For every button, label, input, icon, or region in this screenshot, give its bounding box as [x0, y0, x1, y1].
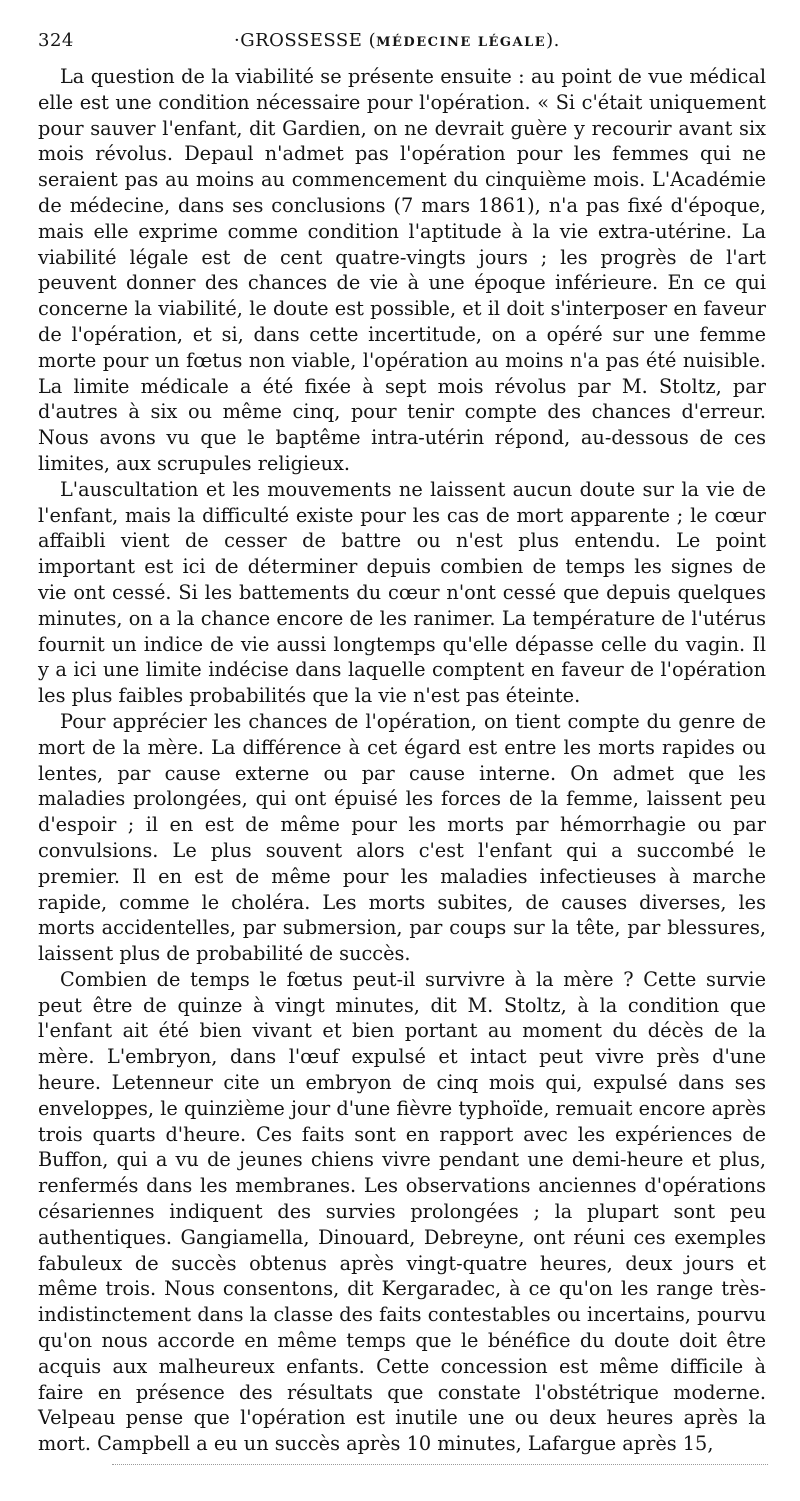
- running-title-prefix: ·GROSSESSE (: [234, 30, 377, 51]
- paragraph-viabilite: La question de la viabilité se présente ensuite : au point de vue médical elle est une condition nécessaire pour l'opération. « Si c'était uniquement pour sauver l'enfant, dit Gardien, on ne devrait guère y recourir avant six mois révolus. Depaul n'admet pas l'opération pour les femmes qui ne seraient pas au moins au commencement du cinquième mois. L'Académie de médecine, dans ses conclusions (7 mars 1861), n'a pas fixé d'époque, mais elle exprime comme condition l'aptitude à la vie extra-utérine. La viabilité légale est de cent quatre-vingts jours ; les progrès de l'art peuvent donner des chances de vie à une époque inférieure. En ce qui concerne la viabilité, le doute est possible, et il doit s'interposer en faveur de l'opération, et si, dans cette incertitude, on a opéré sur une femme morte pour un fœtus non viable, l'opération au moins n'a pas été nuisible. La limite médicale a été fixée à sept mois révolus par M. Stoltz, par d'autres à six ou même cinq, pour tenir compte des chances d'erreur. Nous avons vu que le baptême intra-utérin répond, au-dessous de ces limites, aux scrupules religieux.: [38, 65, 766, 475]
- body-text: [38, 64, 766, 1457]
- paragraph-genre-de-mort: Pour apprécier les chances de l'opération, on tient compte du genre de mort de la mère. La différence à cet égard est entre les morts rapides ou lentes, par cause externe ou par cause interne. On admet que les maladies prolongées, qui ont épuisé les forces de la femme, laissent peu d'espoir ; il en est de même pour les morts par hémorrhagie ou par convulsions. Le plus souvent alors c'est l'enfant qui a succombé le premier. Il en est de même pour les maladies infectieuses à marche rapide, comme le choléra. Les morts subites, de causes diverses, les morts accidentelles, par submersion, par coups sur la tête, par blessures, laissent plus de probabilité de succès.: [38, 709, 766, 966]
- running-title-suffix: ).: [546, 30, 560, 51]
- running-head: [38, 30, 766, 56]
- bleed-through-rule: [112, 1464, 768, 1465]
- running-title-smallcaps: MÉDECINE LÉGALE: [376, 35, 547, 50]
- paragraph-survie-foetus: Combien de temps le fœtus peut-il survivre à la mère ? Cette survie peut être de quinze à vingt minutes, dit M. Stoltz, à la condition que l'enfant ait été bien vivant et bien portant au moment du décès de la mère. L'embryon, dans l'œuf expulsé et intact peut vivre près d'une heure. Letenneur cite un embryon de cinq mois qui, expulsé dans ses enveloppes, le quinzième jour d'une fièvre typhoïde, remuait encore après trois quarts d'heure. Ces faits sont en rapport avec les expériences de Buffon, qui a vu de jeunes chiens vivre pendant une demi-heure et plus, renfermés dans les membranes. Les observations anciennes d'opérations césariennes indiquent des survies prolongées ; la plupart sont peu authentiques. Gangiamella, Dinouard, Debreyne, ont réuni ces exemples fabuleux de succès obtenus après vingt-quatre heures, deux jours et même trois. Nous consentons, dit Kergaradec, à ce qu'on les range très-indistinctement dans la classe des faits contestables ou incertains, pourvu qu'on nous accorde en même temps que le bénéfice du doute doit être acquis aux malheureux enfants. Cette concession est même difficile à faire en présence des résultats que constate l'obstétrique moderne. Velpeau pense que l'opération est inutile une ou deux heures après la mort. Campbell a eu un succès après 10 minutes, Lafargue après 15,: [38, 967, 766, 1456]
- book-page: [38, 30, 766, 1457]
- page-number: 324: [38, 30, 74, 51]
- paragraph-auscultation: L'auscultation et les mouvements ne laissent aucun doute sur la vie de l'enfant, mais la difficulté existe pour les cas de mort apparente ; le cœur affaibli vient de cesser de battre ou n'est plus entendu. Le point important est ici de déterminer depuis combien de temps les signes de vie ont cessé. Si les battements du cœur n'ont cessé que depuis quelques minutes, on a la chance encore de les ranimer. La température de l'utérus fournit un indice de vie aussi longtemps qu'elle dépasse celle du vagin. Il y a ici une limite indécise dans laquelle comptent en faveur de l'opération les plus faibles probabilités que la vie n'est pas éteinte.: [38, 477, 766, 708]
- running-title: [234, 30, 560, 51]
